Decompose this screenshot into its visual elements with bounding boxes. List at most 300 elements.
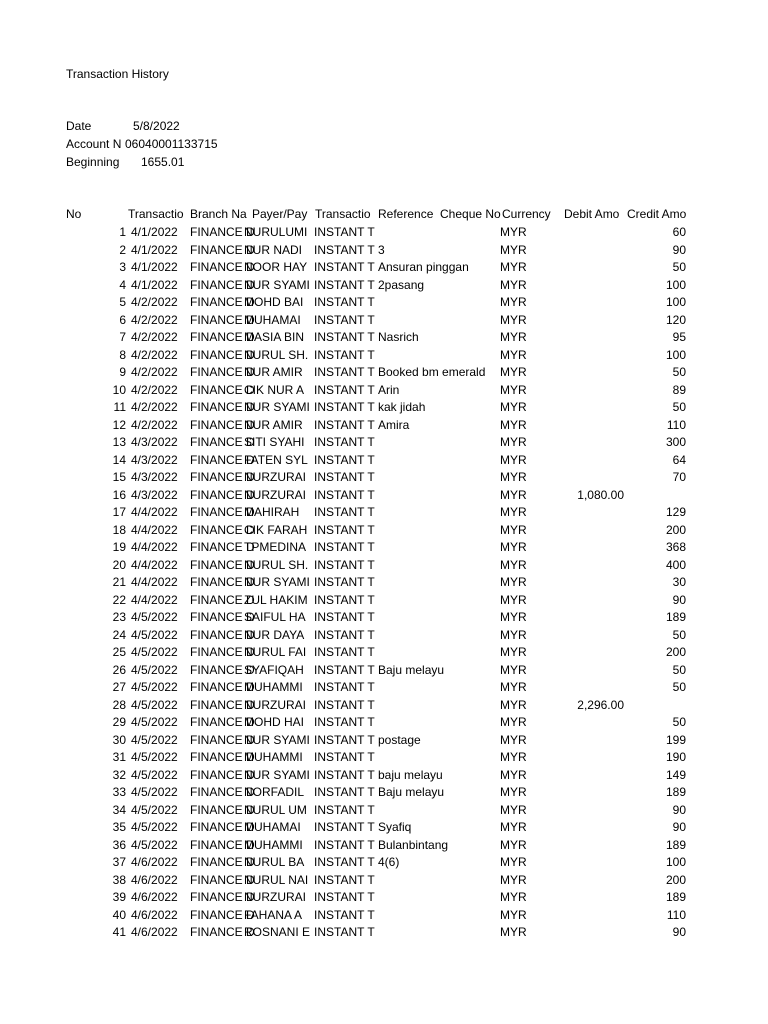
- branch-name: FINANCE D: [190, 715, 255, 729]
- row-number: 26: [112, 662, 126, 677]
- currency: MYR: [500, 417, 527, 432]
- transaction-date: 4/4/2022: [131, 575, 178, 589]
- credit-amount: 64: [672, 452, 686, 467]
- payer-name: CIK FARAH: [244, 522, 308, 537]
- transaction-date: 4/2/2022: [131, 417, 178, 432]
- payer-name: NUR SYAMI: [244, 732, 310, 747]
- currency: MYR: [500, 452, 527, 467]
- transaction-date: 4/6/2022: [131, 855, 178, 869]
- branch-name: FINANCE D: [190, 452, 255, 467]
- branch-name: FINANCE D: [190, 522, 255, 537]
- transaction-type: INSTANT T: [314, 400, 375, 414]
- payer-name: MUHAMMI: [244, 837, 303, 852]
- row-number: 35: [112, 820, 126, 834]
- currency: MYR: [500, 837, 527, 852]
- header-debit: Debit Amo: [564, 207, 620, 221]
- header-cheque: Cheque No: [440, 207, 501, 221]
- table-row: [0, 785, 768, 803]
- table-row: [0, 295, 768, 313]
- row-number: 15: [112, 470, 126, 484]
- table-row: [0, 348, 768, 366]
- credit-amount: 70: [672, 470, 686, 484]
- transaction-date: 4/2/2022: [131, 382, 178, 397]
- transaction-type: INSTANT T: [314, 750, 375, 764]
- table-row: [0, 400, 768, 418]
- transaction-type: INSTANT T: [314, 925, 375, 939]
- branch-name: FINANCE D: [190, 242, 255, 257]
- payer-name: MUHAMAI: [244, 820, 301, 834]
- payer-name: SYAFIQAH: [244, 662, 304, 677]
- row-number: 5: [119, 295, 126, 309]
- row-number: 1: [119, 225, 126, 239]
- payer-name: ZUL HAKIM: [244, 592, 308, 607]
- transaction-type: INSTANT T: [314, 452, 375, 467]
- currency: MYR: [500, 575, 527, 589]
- credit-amount: 200: [665, 872, 686, 887]
- header-transaction-date: Transactio: [128, 207, 184, 221]
- transaction-date: 4/3/2022: [131, 435, 178, 449]
- branch-name: FINANCE D: [190, 540, 255, 554]
- reference: Arin: [378, 382, 400, 397]
- table-row: [0, 278, 768, 296]
- transaction-date: 4/3/2022: [131, 470, 178, 484]
- credit-amount: 90: [672, 802, 686, 817]
- currency: MYR: [500, 610, 527, 624]
- credit-amount: 90: [672, 925, 686, 939]
- row-number: 20: [112, 557, 126, 572]
- transaction-date: 4/5/2022: [131, 610, 178, 624]
- transaction-date: 4/2/2022: [131, 400, 178, 414]
- row-number: 8: [119, 347, 126, 362]
- branch-name: FINANCE D: [190, 680, 255, 694]
- credit-amount: 50: [672, 260, 686, 274]
- transaction-type: INSTANT T: [314, 890, 375, 904]
- table-row: [0, 628, 768, 646]
- credit-amount: 95: [672, 330, 686, 344]
- currency: MYR: [500, 697, 527, 712]
- table-row: [0, 645, 768, 663]
- transaction-date: 4/2/2022: [131, 347, 178, 362]
- table-row: [0, 610, 768, 628]
- row-number: 19: [112, 540, 126, 554]
- table-row: [0, 908, 768, 926]
- table-row: [0, 330, 768, 348]
- currency: MYR: [500, 715, 527, 729]
- currency: MYR: [500, 750, 527, 764]
- currency: MYR: [500, 540, 527, 554]
- debit-amount: 2,296.00: [577, 697, 624, 712]
- page-title: Transaction History: [66, 67, 169, 81]
- transaction-type: INSTANT T: [314, 767, 375, 782]
- transaction-date: 4/4/2022: [131, 505, 178, 519]
- transaction-date: 4/6/2022: [131, 907, 178, 922]
- row-number: 21: [112, 575, 126, 589]
- currency: MYR: [500, 522, 527, 537]
- currency: MYR: [500, 347, 527, 362]
- branch-name: FINANCE D: [190, 487, 255, 502]
- payer-name: FATEN SYL: [244, 452, 308, 467]
- payer-name: SAIFUL HA: [244, 610, 306, 624]
- transaction-type: INSTANT T: [314, 365, 375, 379]
- date-label: Date: [66, 119, 92, 133]
- transaction-type: INSTANT T: [314, 347, 375, 362]
- transaction-type: INSTANT T: [314, 382, 375, 397]
- payer-name: FAHANA A: [244, 907, 303, 922]
- transaction-date: 4/5/2022: [131, 750, 178, 764]
- credit-amount: 129: [665, 505, 686, 519]
- branch-name: FINANCE D: [190, 732, 255, 747]
- table-row: [0, 418, 768, 436]
- row-number: 10: [112, 382, 126, 397]
- reference: 2pasang: [378, 277, 425, 292]
- credit-amount: 100: [665, 855, 686, 869]
- credit-amount: 120: [665, 312, 686, 327]
- branch-name: FINANCE D: [190, 435, 255, 449]
- payer-name: MUHAMMI: [244, 750, 303, 764]
- currency: MYR: [500, 225, 527, 239]
- currency: MYR: [500, 295, 527, 309]
- payer-name: NURULUMI: [244, 225, 308, 239]
- reference: Baju melayu: [378, 785, 445, 799]
- currency: MYR: [500, 435, 527, 449]
- currency: MYR: [500, 592, 527, 607]
- payer-name: NURZURAI: [244, 890, 306, 904]
- row-number: 31: [112, 750, 126, 764]
- transaction-type: INSTANT T: [314, 785, 375, 799]
- payer-name: SITI SYAHI: [244, 435, 305, 449]
- table-row: [0, 838, 768, 856]
- row-number: 18: [112, 522, 126, 537]
- reference: Booked bm emerald: [378, 365, 486, 379]
- transaction-date: 4/5/2022: [131, 820, 178, 834]
- row-number: 7: [119, 330, 126, 344]
- payer-name: NUR SYAMI: [244, 575, 310, 589]
- transaction-date: 4/5/2022: [131, 767, 178, 782]
- credit-amount: 100: [665, 277, 686, 292]
- currency: MYR: [500, 627, 527, 642]
- payer-name: NUR AMIR: [244, 365, 303, 379]
- branch-name: FINANCE D: [190, 645, 255, 659]
- row-number: 39: [112, 890, 126, 904]
- header-payer: Payer/Pay: [252, 207, 308, 221]
- transaction-type: INSTANT T: [314, 907, 375, 922]
- payer-name: NORFADIL: [244, 785, 305, 799]
- transaction-type: INSTANT T: [314, 540, 375, 554]
- credit-amount: 189: [665, 837, 686, 852]
- transaction-date: 4/5/2022: [131, 802, 178, 817]
- branch-name: FINANCE D: [190, 417, 255, 432]
- row-number: 25: [112, 645, 126, 659]
- currency: MYR: [500, 557, 527, 572]
- table-row: [0, 243, 768, 261]
- currency: MYR: [500, 645, 527, 659]
- beginning-balance: 1655.01: [141, 155, 185, 169]
- credit-amount: 50: [672, 715, 686, 729]
- transaction-type: INSTANT T: [314, 592, 375, 607]
- payer-name: NURZURAI: [244, 487, 306, 502]
- table-row: [0, 593, 768, 611]
- transaction-type: INSTANT T: [314, 855, 375, 869]
- table-row: [0, 225, 768, 243]
- row-number: 36: [112, 837, 126, 852]
- table-row: [0, 803, 768, 821]
- table-row: [0, 313, 768, 331]
- credit-amount: 100: [665, 295, 686, 309]
- table-row: [0, 488, 768, 506]
- table-row: [0, 365, 768, 383]
- header-credit: Credit Amo: [627, 207, 687, 221]
- transaction-date: 4/2/2022: [131, 312, 178, 327]
- credit-amount: 50: [672, 627, 686, 642]
- payer-name: NUR NADI: [244, 242, 303, 257]
- credit-amount: 110: [666, 907, 686, 922]
- transaction-date: 4/4/2022: [131, 540, 178, 554]
- transaction-type: INSTANT T: [314, 312, 375, 327]
- payer-name: MUHAMAI: [244, 312, 301, 327]
- currency: MYR: [500, 785, 527, 799]
- credit-amount: 90: [672, 820, 686, 834]
- row-number: 3: [119, 260, 126, 274]
- payer-name: MUHAMMI: [244, 680, 303, 694]
- table-row: [0, 453, 768, 471]
- credit-amount: 190: [665, 750, 686, 764]
- currency: MYR: [500, 872, 527, 887]
- transaction-date: 4/1/2022: [131, 242, 178, 257]
- transaction-type: INSTANT T: [314, 295, 375, 309]
- credit-amount: 368: [665, 540, 686, 554]
- payer-name: MOHD HAI: [244, 715, 304, 729]
- table-row: [0, 680, 768, 698]
- transaction-date: 4/3/2022: [131, 452, 178, 467]
- transaction-type: INSTANT T: [314, 645, 375, 659]
- transaction-date: 4/6/2022: [131, 890, 178, 904]
- reference: Nasrich: [378, 330, 419, 344]
- row-number: 37: [112, 855, 126, 869]
- table-row: [0, 435, 768, 453]
- payer-name: CIK NUR A: [244, 382, 305, 397]
- row-number: 29: [112, 715, 126, 729]
- payer-name: NURUL SH.: [244, 347, 309, 362]
- currency: MYR: [500, 890, 527, 904]
- transaction-date: 4/5/2022: [131, 785, 178, 799]
- branch-name: FINANCE D: [190, 925, 255, 939]
- table-row: [0, 855, 768, 873]
- credit-amount: 50: [672, 400, 686, 414]
- branch-name: FINANCE D: [190, 820, 255, 834]
- credit-amount: 50: [672, 680, 686, 694]
- currency: MYR: [500, 820, 527, 834]
- row-number: 33: [112, 785, 126, 799]
- transaction-date: 4/1/2022: [131, 277, 178, 292]
- table-row: [0, 523, 768, 541]
- branch-name: FINANCE D: [190, 802, 255, 817]
- header-transaction-type: Transactio: [315, 207, 371, 221]
- transaction-date: 4/4/2022: [131, 592, 178, 607]
- credit-amount: 300: [665, 435, 686, 449]
- branch-name: FINANCE D: [190, 225, 255, 239]
- transaction-date: 4/4/2022: [131, 522, 178, 537]
- currency: MYR: [500, 400, 527, 414]
- branch-name: FINANCE D: [190, 365, 255, 379]
- transaction-type: INSTANT T: [314, 435, 375, 449]
- reference: kak jidah: [378, 400, 426, 414]
- credit-amount: 30: [672, 575, 686, 589]
- table-row: [0, 558, 768, 576]
- credit-amount: 90: [672, 242, 686, 257]
- transaction-type: INSTANT T: [314, 732, 375, 747]
- transaction-type: INSTANT T: [314, 225, 375, 239]
- row-number: 41: [112, 925, 126, 939]
- branch-name: FINANCE D: [190, 295, 255, 309]
- currency: MYR: [500, 855, 527, 869]
- reference: Amira: [378, 417, 410, 432]
- row-number: 38: [112, 872, 126, 887]
- table-row: [0, 715, 768, 733]
- credit-amount: 149: [665, 767, 686, 782]
- branch-name: FINANCE D: [190, 785, 255, 799]
- currency: MYR: [500, 925, 527, 939]
- transaction-date: 4/5/2022: [131, 680, 178, 694]
- row-number: 9: [119, 365, 126, 379]
- transaction-type: INSTANT T: [314, 802, 375, 817]
- table-row: [0, 820, 768, 838]
- payer-name: NUR SYAMI: [244, 767, 310, 782]
- transaction-date: 4/5/2022: [131, 697, 178, 712]
- branch-name: FINANCE D: [190, 697, 255, 712]
- table-row: [0, 873, 768, 891]
- row-number: 30: [112, 732, 126, 747]
- transaction-type: INSTANT T: [314, 260, 375, 274]
- row-number: 6: [119, 312, 126, 327]
- reference: Baju melayu: [378, 662, 445, 677]
- branch-name: FINANCE D: [190, 627, 255, 642]
- payer-name: ROSNANI E: [244, 925, 311, 939]
- transaction-type: INSTANT T: [314, 330, 375, 344]
- table-row: [0, 575, 768, 593]
- branch-name: FINANCE D: [190, 872, 255, 887]
- currency: MYR: [500, 662, 527, 677]
- transaction-date: 4/2/2022: [131, 365, 178, 379]
- currency: MYR: [500, 732, 527, 747]
- row-number: 28: [112, 697, 126, 712]
- branch-name: FINANCE D: [190, 610, 255, 624]
- branch-name: FINANCE D: [190, 662, 255, 677]
- transaction-type: INSTANT T: [314, 277, 375, 292]
- table-row: [0, 383, 768, 401]
- row-number: 34: [112, 802, 126, 817]
- transaction-type: INSTANT T: [314, 522, 375, 537]
- transaction-date: 4/4/2022: [131, 557, 178, 572]
- currency: MYR: [500, 277, 527, 292]
- transaction-date: 4/5/2022: [131, 732, 178, 747]
- currency: MYR: [500, 505, 527, 519]
- transaction-type: INSTANT T: [314, 487, 375, 502]
- row-number: 11: [113, 400, 126, 414]
- table-row: [0, 925, 768, 943]
- table-row: [0, 663, 768, 681]
- branch-name: FINANCE D: [190, 470, 255, 484]
- transaction-type: INSTANT T: [314, 662, 375, 677]
- table-row: [0, 733, 768, 751]
- reference: postage: [378, 732, 421, 747]
- payer-name: NUR SYAMI: [244, 400, 310, 414]
- reference: baju melayu: [378, 767, 443, 782]
- transaction-type: INSTANT T: [314, 837, 375, 852]
- row-number: 27: [112, 680, 126, 694]
- payer-name: NURUL NAI: [244, 872, 309, 887]
- table-row: [0, 768, 768, 786]
- branch-name: FINANCE D: [190, 505, 255, 519]
- payer-name: NURZURAI: [244, 470, 306, 484]
- transaction-date: 4/5/2022: [131, 715, 178, 729]
- table-row: [0, 260, 768, 278]
- transaction-type: INSTANT T: [314, 417, 375, 432]
- header-no: No: [66, 207, 82, 221]
- transaction-type: INSTANT T: [314, 627, 375, 642]
- credit-amount: 189: [665, 785, 686, 799]
- payer-name: MASIA BIN: [244, 330, 305, 344]
- transaction-date: 4/3/2022: [131, 487, 178, 502]
- currency: MYR: [500, 312, 527, 327]
- payer-name: NOOR HAY: [244, 260, 308, 274]
- transaction-type: INSTANT T: [314, 242, 375, 257]
- reference: Syafiq: [378, 820, 412, 834]
- credit-amount: 200: [665, 645, 686, 659]
- reference: 4(6): [378, 855, 400, 869]
- row-number: 2: [119, 242, 126, 257]
- transaction-date: 4/2/2022: [131, 295, 178, 309]
- credit-amount: 110: [666, 417, 686, 432]
- transaction-date: 4/5/2022: [131, 645, 178, 659]
- branch-name: FINANCE D: [190, 890, 255, 904]
- row-number: 12: [112, 417, 126, 432]
- transaction-date: 4/1/2022: [131, 260, 178, 274]
- reference: 3: [378, 242, 385, 257]
- payer-name: NURUL BA: [244, 855, 305, 869]
- transaction-type: INSTANT T: [314, 610, 375, 624]
- transaction-type: INSTANT T: [314, 820, 375, 834]
- branch-name: FINANCE D: [190, 277, 255, 292]
- branch-name: FINANCE D: [190, 592, 255, 607]
- row-number: 14: [112, 452, 126, 467]
- transaction-date: 4/5/2022: [131, 627, 178, 642]
- transaction-type: INSTANT T: [314, 505, 375, 519]
- header-currency: Currency: [502, 207, 551, 221]
- row-number: 40: [112, 907, 126, 922]
- currency: MYR: [500, 365, 527, 379]
- row-number: 24: [112, 627, 126, 642]
- branch-name: FINANCE D: [190, 750, 255, 764]
- debit-amount: 1,080.00: [577, 487, 624, 502]
- payer-name: NUR AMIR: [244, 417, 303, 432]
- currency: MYR: [500, 802, 527, 817]
- account-number: 06040001133715: [125, 137, 218, 151]
- table-row: [0, 698, 768, 716]
- currency: MYR: [500, 470, 527, 484]
- payer-name: TPMEDINA: [244, 540, 307, 554]
- currency: MYR: [500, 330, 527, 344]
- transaction-date: 4/6/2022: [131, 872, 178, 887]
- branch-name: FINANCE D: [190, 382, 255, 397]
- row-number: 22: [112, 592, 126, 607]
- payer-name: NURUL FAI: [244, 645, 307, 659]
- row-number: 16: [112, 487, 126, 502]
- date-value: 5/8/2022: [133, 119, 180, 133]
- payer-name: NURZURAI: [244, 697, 306, 712]
- credit-amount: 200: [665, 522, 686, 537]
- credit-amount: 50: [672, 365, 686, 379]
- branch-name: FINANCE D: [190, 837, 255, 852]
